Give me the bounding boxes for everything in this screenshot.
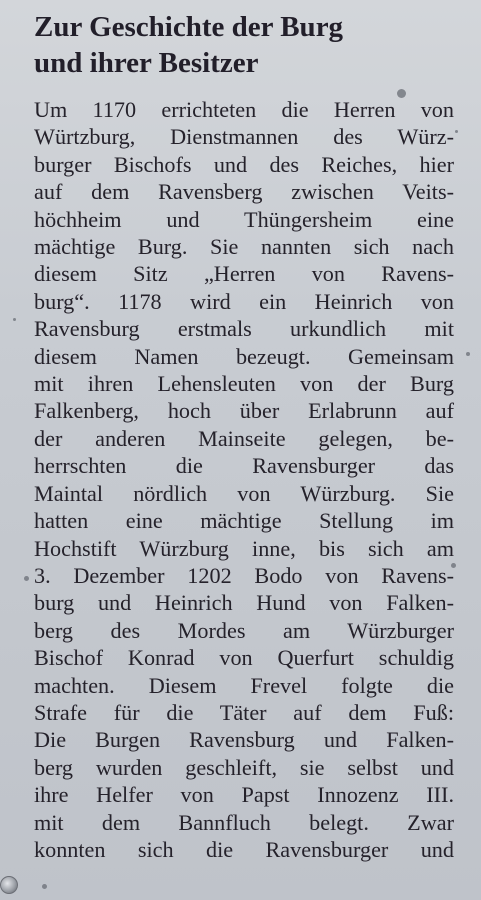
paint-chip	[42, 884, 47, 889]
paint-chip	[466, 352, 470, 356]
paint-chip	[24, 576, 29, 581]
text-line: hatten eine mächtige Stellung im	[34, 508, 454, 534]
text-line: diesem Sitz „Herren von Ravens-	[34, 261, 454, 287]
text-line: Maintal nördlich von Würzburg. Sie	[34, 480, 454, 506]
text-line: ihre Helfer von Papst Innozenz III.	[34, 782, 454, 808]
text-line: machten. Diesem Frevel folgte die	[34, 672, 454, 698]
screw-bolt	[0, 876, 18, 894]
sign-body-text	[34, 96, 454, 863]
text-line: burg“. 1178 wird ein Heinrich von	[34, 288, 454, 314]
text-line: herrschten die Ravensburger das	[34, 453, 454, 479]
title-line: und ihrer Besitzer	[34, 47, 259, 79]
text-line: Hochstift Würzburg inne, bis sich am	[34, 535, 454, 561]
text-line: mächtige Burg. Sie nannten sich nach	[34, 234, 454, 260]
text-line: Die Burgen Ravensburg und Falken-	[34, 727, 454, 753]
text-line: burger Bischofs und des Reiches, hier	[34, 151, 454, 177]
paint-chip	[455, 130, 458, 133]
text-line: der anderen Mainseite gelegen, be-	[34, 425, 454, 451]
text-line: burg und Heinrich Hund von Falken-	[34, 590, 454, 616]
text-line: berg des Mordes am Würzburger	[34, 617, 454, 643]
text-line: Strafe für die Täter auf dem Fuß:	[34, 699, 454, 725]
text-line: höchheim und Thüngersheim eine	[34, 206, 454, 232]
text-line: auf dem Ravensberg zwischen Veits-	[34, 179, 454, 205]
sign-title	[34, 9, 343, 81]
text-line: 3. Dezember 1202 Bodo von Ravens-	[34, 562, 454, 588]
text-line: diesem Namen bezeugt. Gemeinsam	[34, 343, 454, 369]
text-line: mit dem Bannfluch belegt. Zwar	[34, 809, 454, 835]
text-line: mit ihren Lehensleuten von der Burg	[34, 371, 454, 397]
text-line: Bischof Konrad von Querfurt schuldig	[34, 645, 454, 671]
text-line: Falkenberg, hoch über Erlabrunn auf	[34, 398, 454, 424]
text-line: berg wurden geschleift, sie selbst und	[34, 754, 454, 780]
text-line: Ravensburg erstmals urkundlich mit	[34, 316, 454, 342]
text-line: Um 1170 errichteten die Herren von	[34, 97, 454, 122]
text-line: konnten sich die Ravensburger und	[34, 836, 454, 862]
title-line: Zur Geschichte der Burg	[34, 11, 344, 43]
text-line: Würtzburg, Dienstmannen des Würz-	[34, 124, 454, 150]
paint-chip	[13, 318, 16, 321]
